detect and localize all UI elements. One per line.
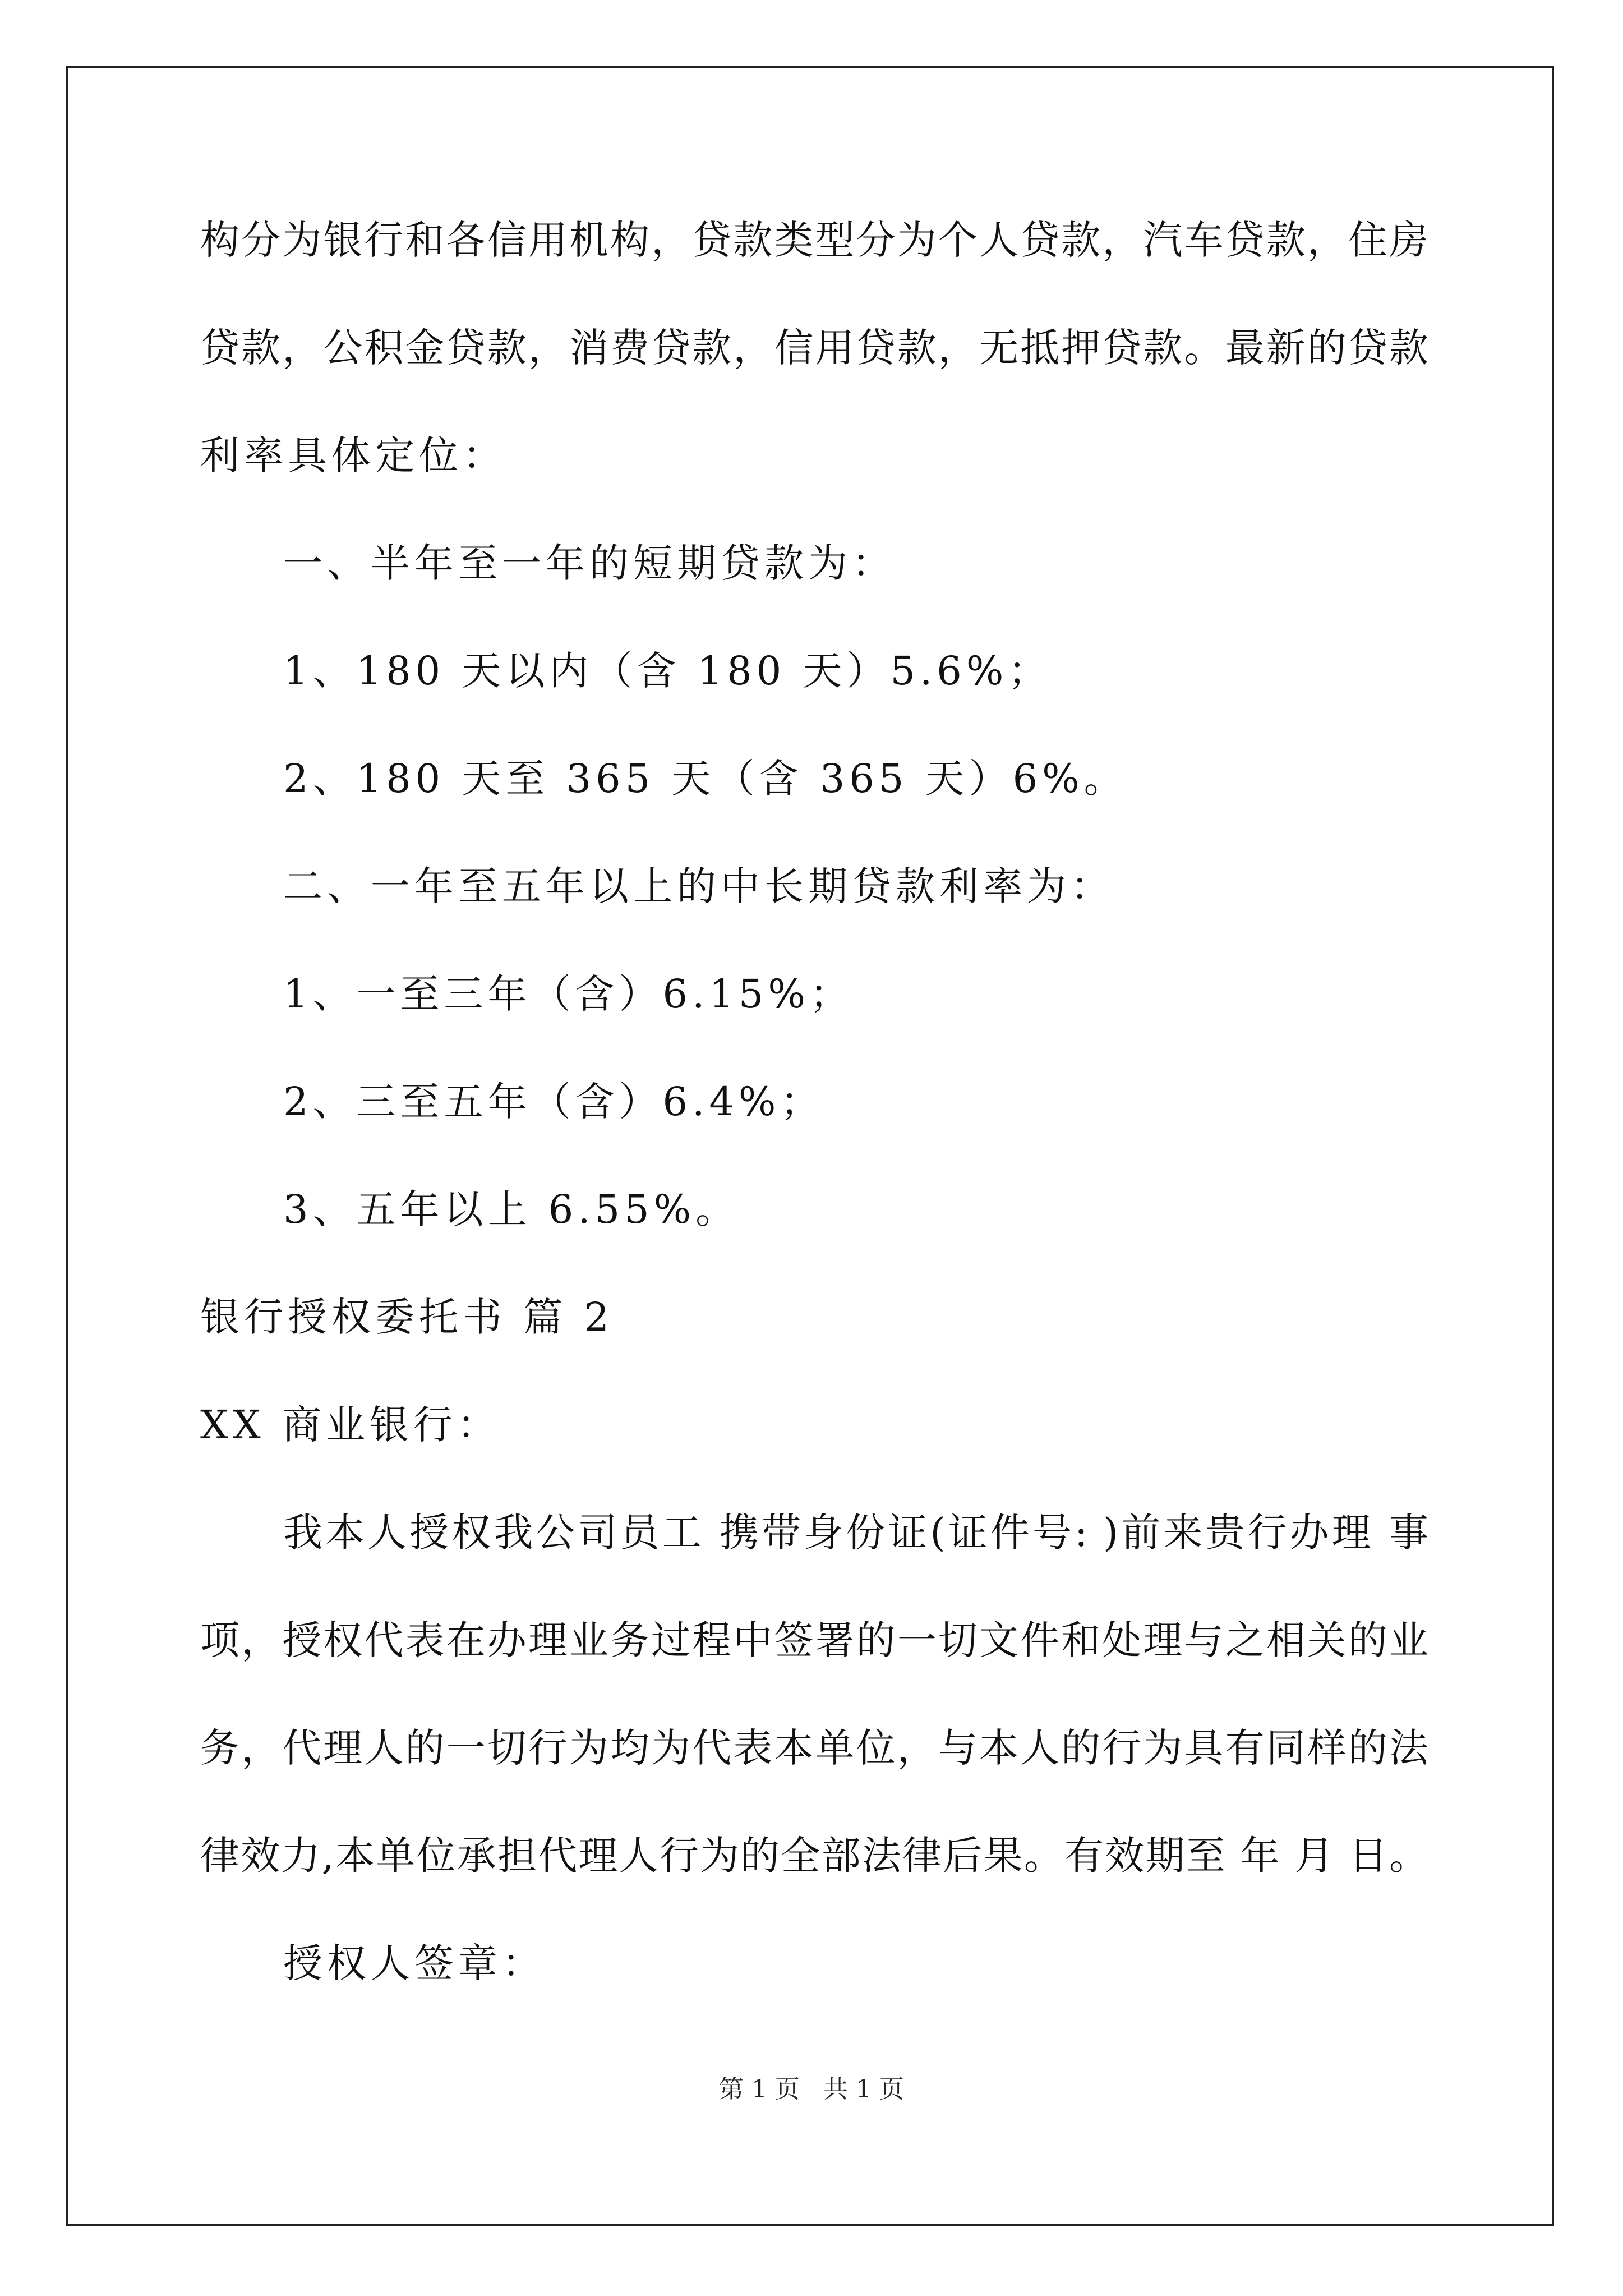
paragraph-line: 利率具体定位：	[200, 432, 506, 478]
salutation: XX 商业银行：	[200, 1402, 501, 1448]
list-item: 1、一至三年（含）6.15%；	[283, 971, 854, 1017]
section-heading: 一、半年至一年的短期贷款为：	[283, 540, 896, 586]
document-body	[200, 213, 1428, 2044]
section-heading: 二、一年至五年以上的中长期贷款利率为：	[283, 863, 1114, 909]
page-number: 第 1 页	[719, 2075, 800, 2104]
list-item: 3、五年以上 6.55%。	[283, 1186, 740, 1232]
list-item: 2、180 天至 365 天（含 365 天）6%。	[283, 756, 1128, 802]
article-title: 银行授权委托书 篇 2	[200, 1294, 614, 1340]
paragraph-line: 构分为银行和各信用机构，贷款类型分为个人贷款，汽车贷款，住房	[200, 217, 1428, 263]
paragraph-line: 我本人授权我公司员工 携带身份证(证件号: )前来贵行办理 事	[283, 1510, 1428, 1556]
paragraph-line: 贷款，公积金贷款，消费贷款，信用贷款，无抵押贷款。最新的贷款	[200, 325, 1428, 371]
paragraph-line: 务，代理人的一切行为均为代表本单位，与本人的行为具有同样的法	[200, 1725, 1428, 1771]
page-footer	[0, 2073, 1623, 2106]
signature-line: 授权人签章：	[283, 1940, 546, 1986]
list-item: 1、180 天以内（含 180 天）5.6%；	[283, 648, 1052, 694]
page-total: 共 1 页	[823, 2075, 904, 2104]
list-item: 2、三至五年（含）6.4%；	[283, 1079, 824, 1125]
paragraph-line: 项，授权代表在办理业务过程中签署的一切文件和处理与之相关的业	[200, 1617, 1428, 1663]
paragraph-line: 律效力,本单位承担代理人行为的全部法律后果。有效期至 年 月 日。	[200, 1833, 1428, 1879]
